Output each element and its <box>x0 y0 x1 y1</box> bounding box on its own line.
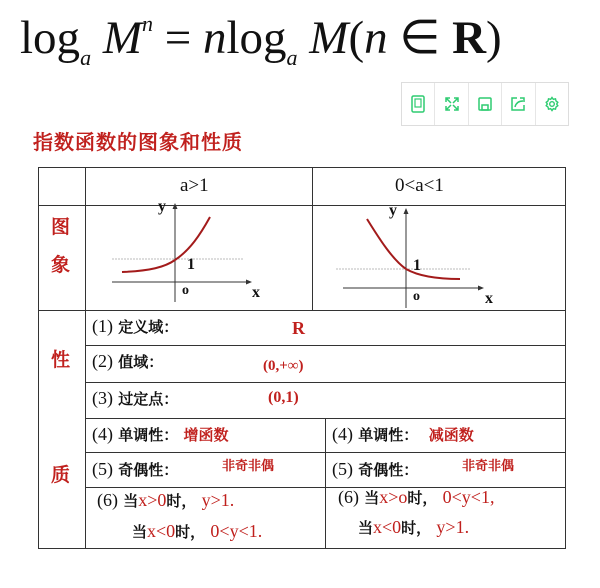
axis-label-origin: o <box>413 289 420 304</box>
fixed-point-value: (0,1) <box>268 389 299 406</box>
property-range <box>92 351 163 372</box>
when-text: 当 <box>132 523 148 541</box>
then-text: 时， <box>407 489 438 507</box>
property-value-cond-left-2 <box>132 521 262 542</box>
formula-n: n <box>202 12 227 64</box>
formula-base: a <box>80 45 92 70</box>
range-value: (0,+∞) <box>263 358 304 374</box>
condition: x>0 <box>138 490 167 510</box>
axis-label-one: 1 <box>187 256 195 273</box>
then-text: 时， <box>401 519 432 537</box>
x-axis-arrow <box>478 286 484 291</box>
then-text: 时， <box>166 492 197 510</box>
result: y>1. <box>201 490 235 510</box>
property-domain <box>92 316 178 337</box>
property-parity <box>92 459 178 480</box>
header-a-greater-1: a>1 <box>180 175 209 196</box>
property-fixed-point <box>92 388 178 409</box>
property-value-cond-right-2 <box>358 517 469 538</box>
row-label: 定义域： <box>118 318 179 336</box>
formula-paren: ) <box>486 12 502 64</box>
formula-base: a <box>286 45 298 70</box>
row-number: (1) <box>92 316 113 336</box>
increasing-curve <box>122 217 210 272</box>
y-axis-arrow <box>404 208 409 214</box>
property-value-cond-left-1 <box>97 490 234 511</box>
row-label: 过定点： <box>118 390 179 408</box>
property-parity <box>332 459 418 480</box>
row-number: (4) <box>332 424 353 444</box>
row-label: 奇偶性： <box>358 461 419 479</box>
formula-equals: = <box>152 12 203 64</box>
axis-label-y: y <box>389 202 397 219</box>
side-label: 图 <box>51 216 71 238</box>
row-number: (5) <box>332 459 353 479</box>
row-label: 单调性： <box>358 426 419 444</box>
axis-label-y: y <box>158 198 166 215</box>
row-number: (6) <box>97 490 118 510</box>
formula-exponent: n <box>141 11 153 36</box>
formula-n: n <box>364 12 388 64</box>
axis-label-one: 1 <box>413 257 421 274</box>
row-number: (2) <box>92 351 113 371</box>
then-text: 时， <box>175 523 206 541</box>
when-text: 当 <box>123 492 139 510</box>
formula-in: ∈ <box>387 12 453 64</box>
formula-log: log <box>226 12 287 64</box>
monotonic-left: 增函数 <box>183 426 229 444</box>
axis-label-x: x <box>485 290 493 307</box>
row-number: (4) <box>92 424 113 444</box>
row-number: (5) <box>92 459 113 479</box>
property-monotonic <box>332 424 474 445</box>
side-label: 性 <box>51 349 71 371</box>
row-number: (6) <box>338 487 359 507</box>
condition: x>o <box>379 487 408 507</box>
section-title: 指数函数的图象和性质 <box>33 130 243 154</box>
formula-M: M <box>102 12 142 64</box>
side-label: 象 <box>51 254 71 276</box>
result: 0<y<1. <box>210 521 263 541</box>
formula-R: R <box>452 12 487 64</box>
domain-value: R <box>292 318 305 338</box>
property-monotonic <box>92 424 229 445</box>
parity-left: 非奇非偶 <box>222 459 275 474</box>
row-label: 奇偶性： <box>118 461 179 479</box>
axis-label-x: x <box>252 284 260 301</box>
property-value-cond-right-1 <box>338 487 494 508</box>
condition: x<0 <box>147 521 176 541</box>
formula-M: M <box>309 12 349 64</box>
header-a-between-0-1: 0<a<1 <box>395 175 444 196</box>
condition: x<0 <box>373 517 402 537</box>
row-label: 单调性： <box>118 426 179 444</box>
when-text: 当 <box>358 519 374 537</box>
when-text: 当 <box>364 489 380 507</box>
monotonic-right: 减函数 <box>428 426 474 444</box>
formula-paren: ( <box>348 12 365 64</box>
parity-right: 非奇非偶 <box>462 459 515 474</box>
graph-decreasing <box>336 208 484 308</box>
row-number: (3) <box>92 388 113 408</box>
axis-label-origin: o <box>182 283 189 298</box>
result: y>1. <box>436 517 470 537</box>
result: 0<y<1, <box>442 487 495 507</box>
row-label: 值域： <box>118 353 164 371</box>
side-label: 质 <box>51 464 71 486</box>
formula-log: log <box>20 12 81 64</box>
